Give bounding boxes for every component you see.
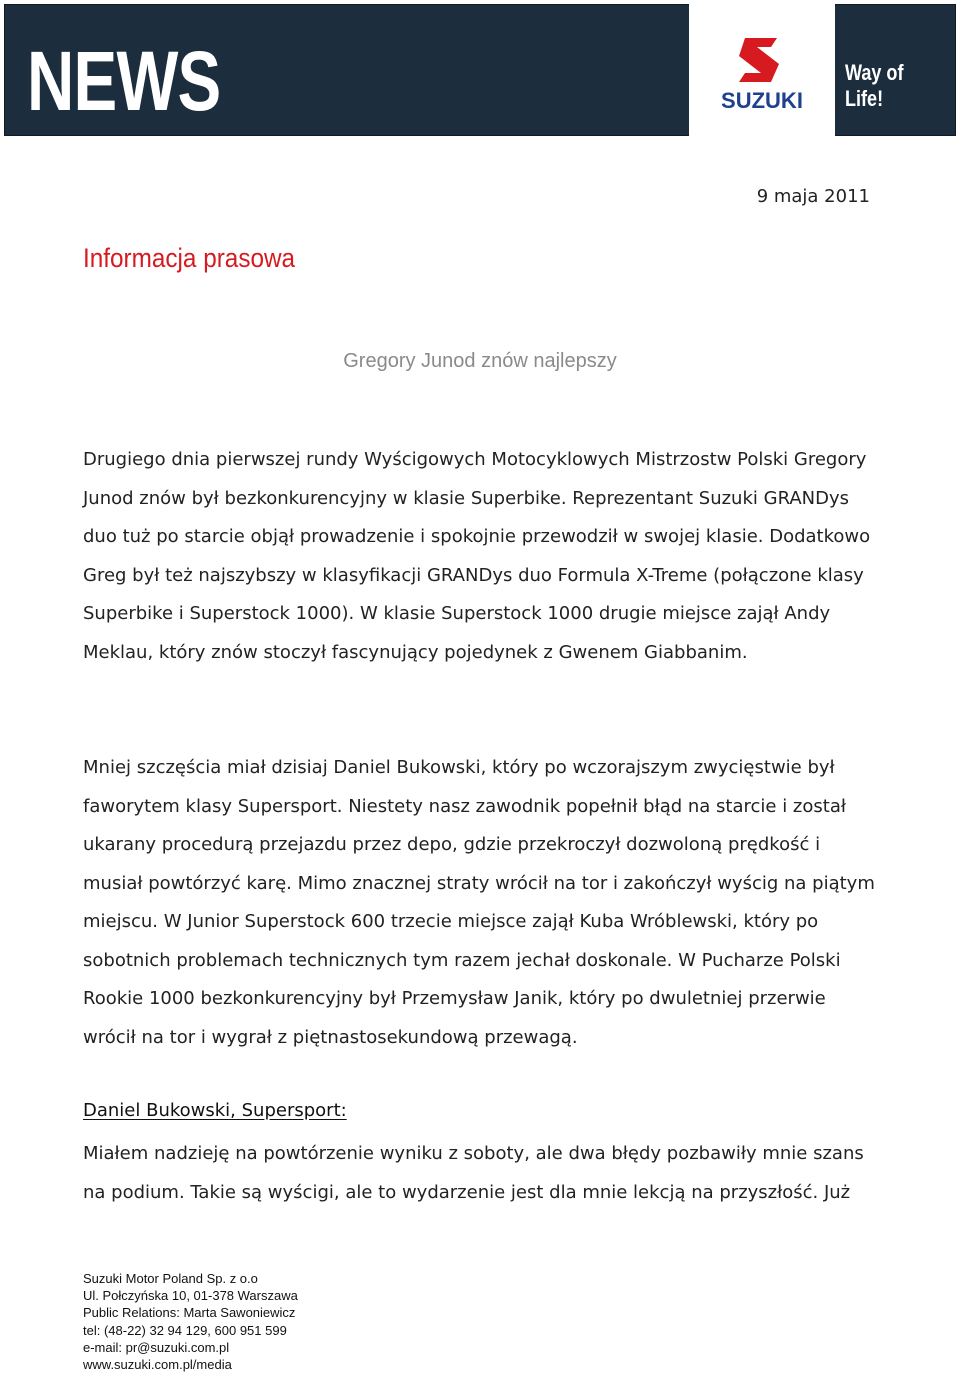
body-paragraph: Mniej szczęścia miał dzisiaj Daniel Bukowski, który po wczorajszym zwycięstwie był faworytem klasy Supersport. Niestety nasz zawodnik popełnił błąd na starcie i został ukarany procedurą przejazdu przez depo, gdzie przekroczył dozwoloną prędkość i musiał powtórzyć karę. Mimo znacznej straty wrócił na tor i zakończył wyścig na piątym miejscu. W Junior Superstock 600 trzecie miejsce zajął Kuba Wróblewski, który po sobotnich problemach technicznych tym razem jechał doskonale. W Pucharze Polski Rookie 1000 bezkonkurencyjny był Przemysław Janik, który po dwuletniej przerwie wrócił na tor i wygrał z piętnastosekundową przewagą. <box>83 757 875 1048</box>
release-date: 9 maja 2011 <box>756 186 870 207</box>
suzuki-s-emblem-icon <box>735 34 787 86</box>
footer-address: Ul. Połczyńska 10, 01-378 Warszawa <box>83 1288 298 1304</box>
company-footer <box>83 1270 298 1373</box>
news-banner-word: NEWS <box>27 34 221 128</box>
footer-email: e-mail: pr@suzuki.com.pl <box>83 1339 230 1355</box>
suzuki-logo <box>689 4 835 136</box>
document-title: Informacja prasowa <box>83 243 296 273</box>
footer-phone: tel: (48-22) 32 94 129, 600 951 599 <box>83 1322 287 1338</box>
news-header-banner <box>4 4 956 136</box>
body-paragraph: Drugiego dnia pierwszej rundy Wyścigowych Motocyklowych Mistrzostw Polski Gregory Junod znów był bezkonkurencyjny w klasie Superbike. Reprezentant Suzuki GRANDys duo tuż po starcie objął prowadzenie i spokojnie przewodził w swojej klasie. Dodatkowo Greg był też najszybszy w klasyfikacji GRANDys duo Formula X-Treme (połączone klasy Superbike i Superstock 1000). W klasie Superstock 1000 drugie miejsce zajął Andy Meklau, który znów stoczył fascynujący pojedynek z Gwenem Giabbanim. <box>83 449 871 663</box>
footer-website: www.suzuki.com.pl/media <box>83 1357 232 1373</box>
brand-tagline: Way of Life! <box>845 60 904 111</box>
suzuki-logo-text: SUZUKI <box>721 88 803 113</box>
quote-heading: Daniel Bukowski, Supersport: <box>83 1100 347 1121</box>
footer-company: Suzuki Motor Poland Sp. z o.o <box>83 1271 258 1286</box>
footer-pr-contact: Public Relations: Marta Sawoniewicz <box>83 1305 296 1321</box>
quote-paragraph: Miałem nadzieję na powtórzenie wyniku z soboty, ale dwa błędy pozbawiły mnie szans na podium. Takie są wyścigi, ale to wydarzenie jest dla mnie lekcją na przyszłość. Już <box>83 1143 864 1203</box>
article-subtitle: Gregory Junod znów najlepszy <box>343 350 617 372</box>
